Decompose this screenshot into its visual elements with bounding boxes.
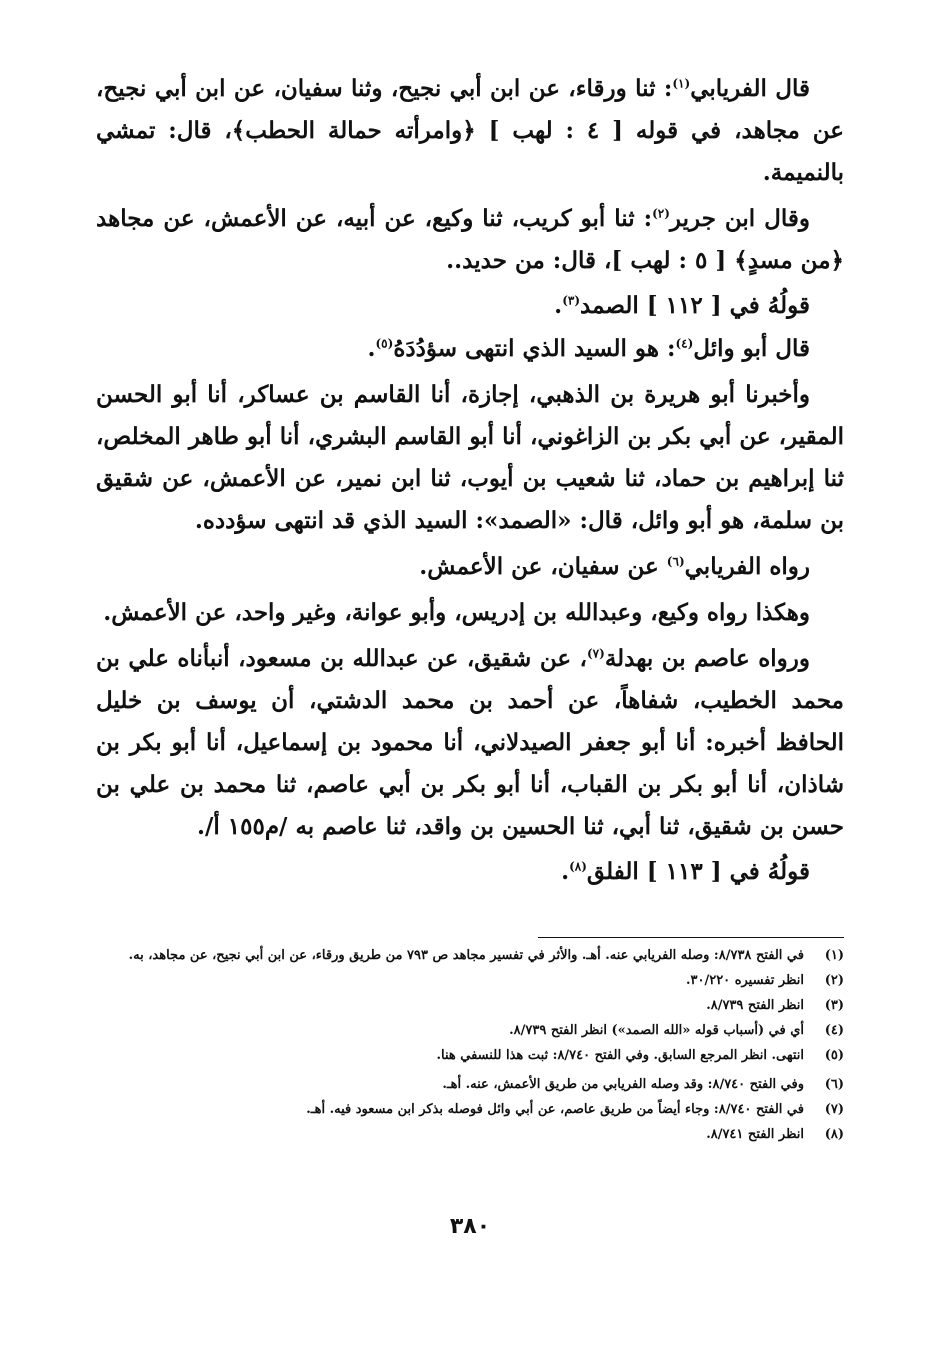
footnote-number: (٦) (824, 1077, 844, 1092)
heading-text: . (561, 858, 570, 885)
heading-text: قولُهُ في [ ١١٣ ] الفلق (586, 858, 810, 885)
paragraph-text: قال أبو وائل (693, 335, 810, 362)
footnote-number: (٢) (824, 973, 844, 988)
paragraph (96, 68, 844, 194)
paragraph (96, 374, 844, 542)
footnote (96, 1123, 844, 1146)
heading-text: قولُهُ في [ ١١٢ ] الصمد (580, 292, 810, 319)
footnote-ref[interactable]: (٧) (586, 646, 605, 661)
paragraph-text: : ثنا أبو كريب، ثنا وكيع، عن أبيه، عن الأعمش، عن مجاهد ﴿من مسدٍ﴾ [ ٥ : لهب ]، قال: من حديد.. (96, 205, 844, 274)
paragraph-text: وأخبرنا أبو هريرة بن الذهبي، إجازة، أنا القاسم بن عساكر، أنا أبو الحسن المقير، عن أبي بكر بن الزاغوني، أنا أبو القاسم البشري، أنا أبو طاهر المخلص، ثنا إبراهيم بن حماد، ثنا شعيب بن أيوب، ثنا ابن نمير، عن الأعمش، عن شقيق بن سلمة، هو أبو وائل، قال: «الصمد»: السيد الذي قد انتهى سؤدده. (96, 381, 844, 534)
paragraph-text: قال الفريابي (690, 75, 810, 102)
footnote-ref[interactable]: (٥) (375, 336, 394, 351)
footnote-number: (٨) (824, 1127, 844, 1142)
paragraph-text: : ثنا ورقاء، عن ابن أبي نجيح، وثنا سفيان، عن ابن أبي نجيح، عن مجاهد، في قوله [ ٤ : لهب ] ﴿وامرأته حمالة الحطب﴾، قال: تمشي بالنميمة. (96, 75, 844, 186)
footnote (96, 969, 844, 992)
footnote-number: (١) (824, 948, 844, 963)
footnote-text: في الفتح ٨/٧٤٠: وجاء أيضاً من طريق عاصم، عن أبي وائل فوصله بذكر ابن مسعود فيه. أهـ. (306, 1102, 804, 1117)
paragraph-text: وهكذا رواه وكيع، وعبدالله بن إدريس، وأبو عوانة، وغير واحد، عن الأعمش. (103, 599, 810, 626)
footnote-text: انظر تفسيره ٣٠/٢٢٠. (685, 973, 804, 988)
paragraph (96, 328, 844, 370)
footnotes (96, 944, 844, 1148)
footnote-ref[interactable]: (٦) (666, 554, 685, 569)
footnote-text: انظر الفتح ٨/٧٤١. (706, 1127, 804, 1142)
paragraph-text: رواه الفريابي (684, 553, 810, 580)
paragraph (96, 198, 844, 282)
footnote-number: (٥) (824, 1048, 844, 1063)
footnote-text: في الفتح ٨/٧٣٨: وصله الفريابي عنه. أهـ. والأثر في تفسير مجاهد ص ٧٩٣ من طريق ورقاء، عن ابن أبي نجيح، عن مجاهد، به. (128, 948, 804, 963)
paragraph-text: ورواه عاصم بن بهدلة (604, 645, 810, 672)
page-number: ٣٨٠ (449, 1214, 491, 1239)
paragraph (96, 638, 844, 848)
footnote-number: (٤) (824, 1023, 844, 1038)
paragraph (96, 546, 844, 588)
footnote-number: (٧) (824, 1102, 844, 1117)
footnote-ref[interactable]: (٤) (675, 336, 694, 351)
footnote-number: (٣) (824, 998, 844, 1013)
main-text (96, 68, 844, 894)
footnote-text: انتهى. انظر المرجع السابق. وفي الفتح ٨/٧٤٠: ثبت هذا للنسفي هنا. (436, 1048, 804, 1063)
paragraph-text: ، عن شقيق، عن عبدالله بن مسعود، أنبأناه علي بن محمد الخطيب، شفاهاً، عن أحمد بن محمد الدشتي، أن يوسف بن خليل الحافظ أخبره: أنا أبو جعفر الصيدلاني، أنا محمود بن إسماعيل، أنا أبو بكر بن شاذان، أنا أبو بكر بن القباب، أنا أبو بكر بن أبي عاصم، ثنا محمد بن علي بن حسن بن شقيق، ثنا أبي، ثنا الحسين بن واقد، ثنا عاصم به /م١٥٥ أ/. (96, 645, 844, 840)
paragraph-text: عن سفيان، عن الأعمش. (419, 553, 667, 580)
section-heading (96, 286, 844, 326)
footnote (96, 1098, 844, 1121)
paragraph (96, 592, 844, 634)
footnote-divider (538, 937, 844, 938)
footnote (96, 1019, 844, 1042)
footnote-text: وفي الفتح ٨/٧٤٠: وقد وصله الفريابي من طريق الأعمش، عنه. أهـ. (442, 1077, 804, 1092)
footnote-text: انظر الفتح ٨/٧٣٩. (706, 998, 804, 1013)
footnote-text: أي في (أسباب قوله «الله الصمد») انظر الفتح ٨/٧٣٩. (509, 1023, 804, 1038)
paragraph-text: . (367, 335, 376, 362)
heading-text: . (554, 292, 563, 319)
footnote (96, 994, 844, 1017)
footnote (96, 1044, 844, 1067)
footnote-ref[interactable]: (٨) (569, 859, 587, 874)
section-heading (96, 852, 844, 892)
footnote-ref[interactable]: (٢) (652, 206, 670, 221)
footnote-ref[interactable]: (١) (672, 76, 691, 91)
footnote (96, 1073, 844, 1096)
paragraph-text: : هو السيد الذي انتهى سؤدُدَهُ (393, 335, 676, 362)
paragraph-text: وقال ابن جرير (669, 205, 810, 232)
footnote-ref[interactable]: (٣) (562, 293, 581, 308)
footnote (96, 944, 844, 967)
